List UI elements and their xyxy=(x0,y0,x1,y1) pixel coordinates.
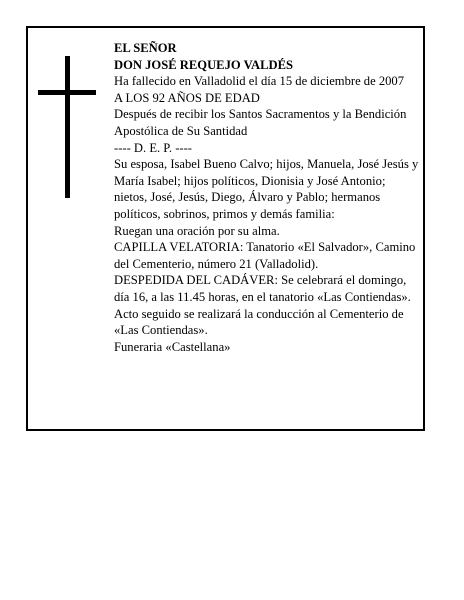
cross-horizontal-bar xyxy=(38,90,96,95)
rip-line: ---- D. E. P. ---- xyxy=(114,140,192,155)
funeral-home: Funeraria «Castellana» xyxy=(114,339,231,354)
latin-cross-icon xyxy=(38,56,96,198)
death-statement: Ha fallecido en Valladolid el día 15 de diciembre de 2007 xyxy=(114,74,405,89)
prayer-request: Ruegan una oración por su alma. xyxy=(114,223,280,238)
family-list: Su esposa, Isabel Bueno Calvo; hijos, Manuela, José Jesús y María Isabel; hijos políticos, Dionisia y José Antonio; nietos, José, Jesús, Diego, Álvaro y Pablo; hermanos políticos, sobrinos, primos y demás familia: xyxy=(114,157,419,221)
farewell-info: DESPEDIDA DEL CADÁVER: Se celebrará el domingo, día 16, a las 11.45 horas, en el tanatorio «Las Contiendas». Acto seguido se realizará la conducción al Cementerio de «Las Contiendas». xyxy=(114,273,411,338)
sacraments-statement: Después de recibir los Santos Sacramentos y la Bendición Apostólica de Su Santidad xyxy=(114,107,407,138)
heading-title: EL SEÑOR xyxy=(114,41,177,55)
age-statement: A LOS 92 AÑOS DE EDAD xyxy=(114,90,260,105)
cross-vertical-bar xyxy=(65,56,70,198)
obituary-notice xyxy=(26,26,425,431)
obituary-text xyxy=(114,40,420,355)
chapel-info: CAPILLA VELATORIA: Tanatorio «El Salvador», Camino del Cementerio, número 21 (Valladolid). xyxy=(114,240,416,271)
deceased-name: DON JOSÉ REQUEJO VALDÉS xyxy=(114,57,294,72)
